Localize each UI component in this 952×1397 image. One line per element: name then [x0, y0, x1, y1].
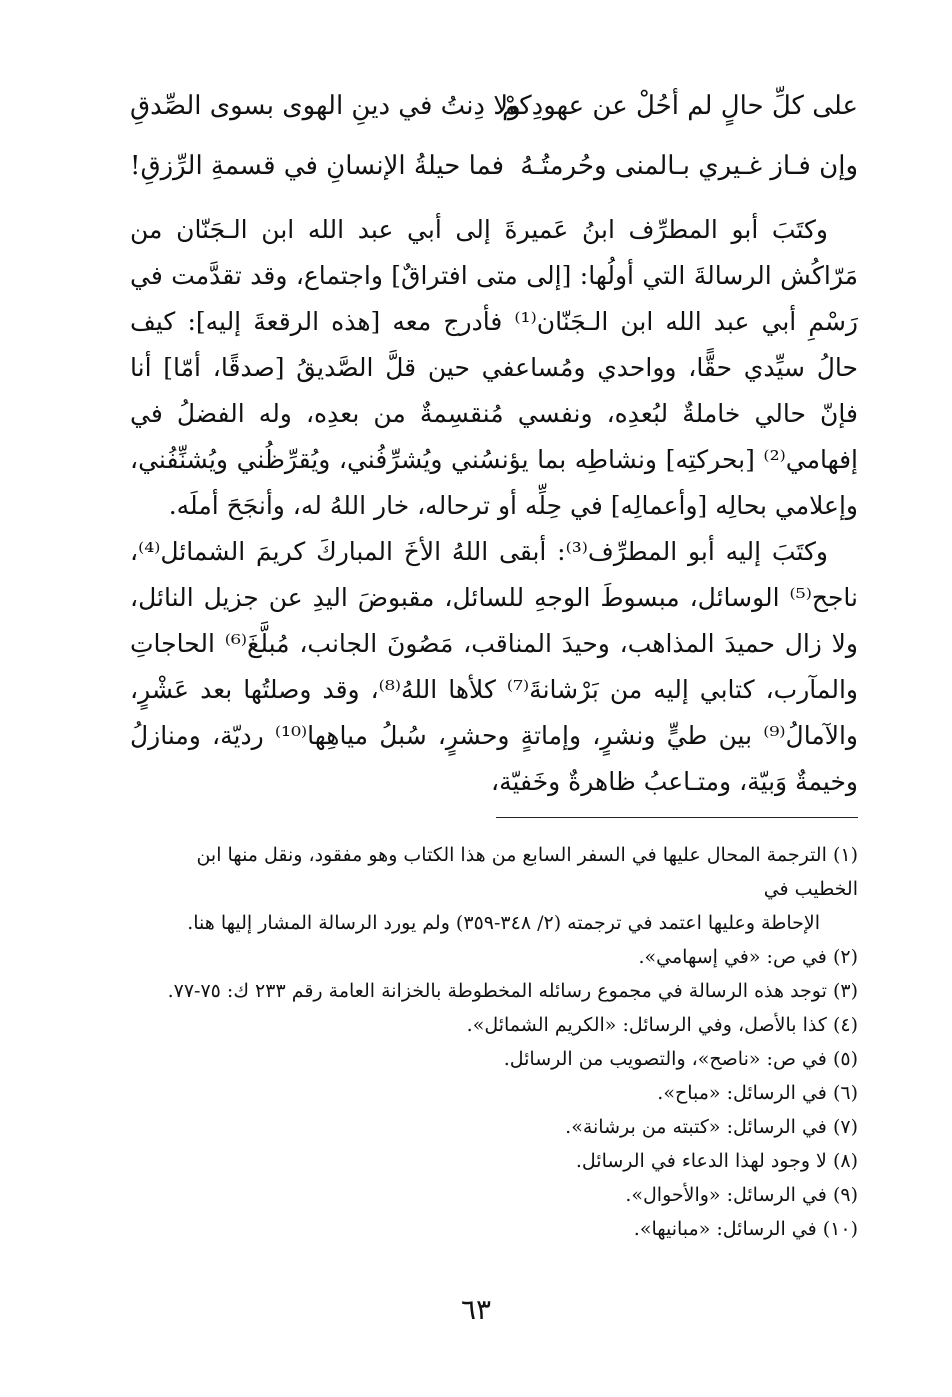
- footnote-number: (٩): [832, 1184, 858, 1206]
- footnote-number: (١): [832, 844, 858, 866]
- footnote-text: لا وجود لهذا الدعاء في الرسائل.: [575, 1150, 827, 1172]
- footnote-text: الترجمة المحال عليها في السفر السابع من هذا الكتاب وهو مفقود، ونقل منها ابن الخطيب في: [196, 844, 858, 900]
- footnote-1: [130, 838, 858, 906]
- footnote-number: (٢): [832, 946, 858, 968]
- footnote-text: في الرسائل: «مباح».: [657, 1082, 827, 1104]
- footnote-7: [130, 1110, 858, 1144]
- footnote-text: كذا بالأصل، وفي الرسائل: «الكريم الشمائل».: [466, 1014, 827, 1036]
- footnote-text: في الرسائل: «كتبته من برشانة».: [565, 1116, 827, 1138]
- verse-2-first-hemistich: وإن فـاز غـيري بـالمنى وحُرمتُـهُ: [520, 151, 858, 181]
- body-text: [130, 207, 858, 805]
- footnote-number: (٦): [832, 1082, 858, 1104]
- footnote-text: في الرسائل: «مبانيها».: [633, 1218, 817, 1240]
- verse-1-first-hemistich: على كلِّ حالٍ لم أحُلْ عن عهودِكمْ: [501, 91, 858, 121]
- paragraph-1: وكتَبَ أبو المطرِّف ابنُ عَميرةَ إلى أبي عبد الله ابن الـجَنّان من مَرّاكُش الرسالةَ التي أولُها: [إلى متى افتراقٌ] واجتماع، وقد تقدَّمت في رَسْمِ أبي عبد الله ابن الـجَنّان⁽¹⁾ فأدرج معه [هذه الرقعةَ إليه]: كيف حالُ سيِّدي حقًّا، وواحدي ومُساعفي حين قلَّ الصَّديقُ [صدقًا، أمّا] أنا فإنّ حالي خاملةٌ لبُعدِه، ونفسي مُنقسِمةٌ من بعدِه، وله الفضلُ في إفهامي⁽²⁾ [بحركتِه] ونشاطِه بما يؤنسُني ويُشرِّفُني، ويُقرِّظُني ويُشنِّفُني، وإعلامي بحالِه [وأعمالِه] في حِلِّه أو ترحاله، خار اللهُ له، وأنجَحَ أملَه.: [130, 215, 858, 520]
- footnote-10: [130, 1212, 858, 1246]
- footnotes: [130, 838, 858, 1246]
- footnote-number: (٣): [832, 980, 858, 1002]
- footnote-2: [130, 940, 858, 974]
- verse-line-1: [130, 86, 858, 146]
- footnote-number: (٥): [832, 1048, 858, 1070]
- footnote-text: في الرسائل: «والأحوال».: [625, 1184, 827, 1206]
- footnote-5: [130, 1042, 858, 1076]
- paragraph-2: وكتَبَ إليه أبو المطرِّف⁽³⁾: أبقى اللهُ الأخَ المباركَ كريمَ الشمائل⁽⁴⁾، ناجح⁽⁵⁾ الوسائل، مبسوطَ الوجهِ للسائل، مقبوضَ اليدِ عن جزيل النائل، ولا زال حميدَ المذاهب، وحيدَ المناقب، مَصُونَ الجانب، مُبلَّغَ⁽⁶⁾ الحاجاتِ والمآرب، كتابي إليه من بَرْشانةَ⁽⁷⁾ كلأها اللهُ⁽⁸⁾، وقد وصلتُها بعد عَشْرٍ، والآمالُ⁽⁹⁾ بين طيٍّ ونشرٍ، وإماتةٍ وحشرٍ، سُبلُ مياهِها⁽¹⁰⁾ رديّة، ومنازلُ وخيمةٌ وَبيّة، ومتـاعبُ ظاهرةٌ وخَفيّة،: [130, 537, 858, 796]
- footnote-1-continuation: الإحاطة وعليها اعتمد في ترجمته (٢/ ٣٤٨-٣٥٩) ولم يورد الرسالة المشار إليها هنا.: [187, 912, 820, 934]
- page-number: ٦٣: [460, 1293, 492, 1326]
- footnote-8: [130, 1144, 858, 1178]
- verse-2-second-hemistich: فما حيلةُ الإنسانِ في قسمةِ الرِّزقِ!: [130, 151, 505, 181]
- footnote-number: (٧): [832, 1116, 858, 1138]
- footnote-4: [130, 1008, 858, 1042]
- footnote-text: توجد هذه الرسالة في مجموع رسائله المخطوطة بالخزانة العامة رقم ٢٣٣ ك: ٧٥-٧٧.: [167, 980, 827, 1002]
- footnote-separator: [496, 817, 858, 818]
- footnote-3: [130, 974, 858, 1008]
- footnote-number: (٨): [832, 1150, 858, 1172]
- footnote-number: (٤): [832, 1014, 858, 1036]
- footnote-6: [130, 1076, 858, 1110]
- verse-1-second-hemistich: ولا دِنتُ في دينِ الهوى بسوى الصِّدقِ: [130, 91, 521, 121]
- footnote-text: في ص: «في إسهامي».: [638, 946, 827, 968]
- footnote-9: [130, 1178, 858, 1212]
- verse-line-2: [130, 146, 858, 206]
- footnote-text: في ص: «ناصح»، والتصويب من الرسائل.: [503, 1048, 827, 1070]
- footnote-number: (١٠): [822, 1218, 858, 1240]
